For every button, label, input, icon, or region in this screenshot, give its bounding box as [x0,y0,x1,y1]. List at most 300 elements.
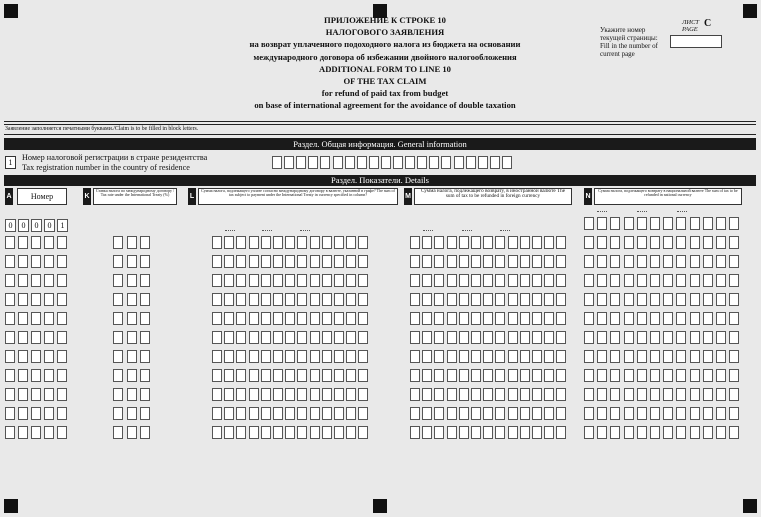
row-number-cell[interactable] [31,388,41,401]
column-m-cell[interactable] [410,293,420,306]
tax-registration-cell[interactable] [284,156,294,169]
column-n-cell[interactable] [729,255,739,268]
column-n-cell[interactable] [663,255,673,268]
column-l-cell[interactable] [261,388,271,401]
column-l-cell[interactable] [322,350,332,363]
column-l-cell[interactable] [249,255,259,268]
column-n-cell[interactable] [690,426,700,439]
column-m-cell[interactable] [495,236,505,249]
column-n-cell[interactable] [676,293,686,306]
column-n-cell[interactable] [716,407,726,420]
tax-registration-cell[interactable] [417,156,427,169]
column-k-cell[interactable] [127,388,137,401]
column-m-cell[interactable] [422,388,432,401]
column-k-cell[interactable] [113,426,123,439]
column-l-cell[interactable] [249,312,259,325]
column-m-cell[interactable] [483,293,493,306]
column-l-cell[interactable] [285,407,295,420]
column-m-cell[interactable] [495,426,505,439]
column-l-cell[interactable] [310,407,320,420]
row-number-cell[interactable] [31,255,41,268]
tax-registration-cell[interactable] [308,156,318,169]
column-n-cell[interactable] [676,426,686,439]
column-n-cell[interactable] [663,331,673,344]
column-n-cell[interactable] [637,217,647,230]
column-l-cell[interactable] [261,293,271,306]
column-m-cell[interactable] [447,331,457,344]
column-l-cell[interactable] [310,255,320,268]
column-n-cell[interactable] [610,407,620,420]
column-n-cell[interactable] [716,312,726,325]
column-k-cell[interactable] [127,236,137,249]
column-l-cell[interactable] [261,369,271,382]
column-n-cell[interactable] [584,350,594,363]
column-n-cell[interactable] [584,217,594,230]
column-n-cell[interactable] [650,293,660,306]
column-n-cell[interactable] [624,236,634,249]
column-n-cell[interactable] [584,236,594,249]
column-m-cell[interactable] [434,407,444,420]
column-l-cell[interactable] [358,407,368,420]
column-l-cell[interactable] [334,369,344,382]
column-n-cell[interactable] [624,312,634,325]
row-number-cell[interactable] [31,426,41,439]
column-m-cell[interactable] [520,255,530,268]
column-m-cell[interactable] [410,369,420,382]
column-m-cell[interactable] [483,369,493,382]
row-number-cell[interactable] [44,274,54,287]
column-m-cell[interactable] [471,331,481,344]
column-m-cell[interactable] [508,407,518,420]
column-l-cell[interactable] [224,255,234,268]
column-k-cell[interactable] [140,274,150,287]
column-l-cell[interactable] [346,236,356,249]
column-l-cell[interactable] [273,312,283,325]
column-n-cell[interactable] [597,426,607,439]
column-n-cell[interactable] [676,312,686,325]
column-k-cell[interactable] [113,274,123,287]
row-number-cell[interactable] [57,236,67,249]
column-l-cell[interactable] [297,426,307,439]
column-m-cell[interactable] [532,350,542,363]
column-m-cell[interactable] [434,255,444,268]
column-m-cell[interactable] [495,407,505,420]
column-l-cell[interactable] [322,274,332,287]
column-l-cell[interactable] [322,388,332,401]
column-l-cell[interactable] [261,312,271,325]
column-n-cell[interactable] [650,236,660,249]
column-l-cell[interactable] [224,407,234,420]
column-m-cell[interactable] [544,312,554,325]
row-number-cell[interactable] [18,350,28,363]
row-number-cell[interactable] [44,350,54,363]
tax-registration-cell[interactable] [441,156,451,169]
column-m-cell[interactable] [471,426,481,439]
column-n-cell[interactable] [663,388,673,401]
column-l-cell[interactable] [224,312,234,325]
column-m-cell[interactable] [520,388,530,401]
column-n-cell[interactable] [610,426,620,439]
column-n-cell[interactable] [597,350,607,363]
column-m-cell[interactable] [532,274,542,287]
column-m-cell[interactable] [495,331,505,344]
column-n-cell[interactable] [663,369,673,382]
column-m-cell[interactable] [520,274,530,287]
column-l-cell[interactable] [310,369,320,382]
column-n-cell[interactable] [610,293,620,306]
column-l-cell[interactable] [334,350,344,363]
row-number-cell[interactable] [57,293,67,306]
column-m-cell[interactable] [532,312,542,325]
column-l-cell[interactable] [249,274,259,287]
column-m-cell[interactable] [556,350,566,363]
column-m-cell[interactable] [532,255,542,268]
column-n-cell[interactable] [610,274,620,287]
column-l-cell[interactable] [297,388,307,401]
column-l-cell[interactable] [346,350,356,363]
column-l-cell[interactable] [334,255,344,268]
column-k-cell[interactable] [113,388,123,401]
column-n-cell[interactable] [729,426,739,439]
column-l-cell[interactable] [249,407,259,420]
column-l-cell[interactable] [285,369,295,382]
column-m-cell[interactable] [520,312,530,325]
column-l-cell[interactable] [310,331,320,344]
column-l-cell[interactable] [358,369,368,382]
column-l-cell[interactable] [358,293,368,306]
column-k-cell[interactable] [127,331,137,344]
column-m-cell[interactable] [556,312,566,325]
column-n-cell[interactable] [597,388,607,401]
column-l-cell[interactable] [261,350,271,363]
column-l-cell[interactable] [322,236,332,249]
column-l-cell[interactable] [249,350,259,363]
column-n-cell[interactable] [716,255,726,268]
column-m-cell[interactable] [532,388,542,401]
column-l-cell[interactable] [224,331,234,344]
column-n-cell[interactable] [650,369,660,382]
column-l-cell[interactable] [285,388,295,401]
column-k-cell[interactable] [113,331,123,344]
column-m-cell[interactable] [447,255,457,268]
column-m-cell[interactable] [410,388,420,401]
column-m-cell[interactable] [483,312,493,325]
column-n-cell[interactable] [637,350,647,363]
column-k-cell[interactable] [127,312,137,325]
column-m-cell[interactable] [471,293,481,306]
column-l-cell[interactable] [212,369,222,382]
column-m-cell[interactable] [556,255,566,268]
column-m-cell[interactable] [508,274,518,287]
column-l-cell[interactable] [249,293,259,306]
column-m-cell[interactable] [508,331,518,344]
column-l-cell[interactable] [358,236,368,249]
tax-registration-cell[interactable] [296,156,306,169]
column-l-cell[interactable] [236,426,246,439]
column-n-cell[interactable] [703,217,713,230]
column-m-cell[interactable] [556,274,566,287]
column-n-cell[interactable] [624,274,634,287]
row-number-cell[interactable] [44,388,54,401]
column-n-cell[interactable] [597,293,607,306]
column-n-cell[interactable] [716,293,726,306]
column-l-cell[interactable] [273,293,283,306]
column-m-cell[interactable] [508,350,518,363]
column-l-cell[interactable] [261,426,271,439]
column-n-cell[interactable] [729,407,739,420]
column-m-cell[interactable] [520,331,530,344]
column-m-cell[interactable] [447,388,457,401]
tax-registration-cell[interactable] [454,156,464,169]
column-l-cell[interactable] [346,312,356,325]
tax-registration-cell[interactable] [357,156,367,169]
column-l-cell[interactable] [285,426,295,439]
column-n-cell[interactable] [597,312,607,325]
column-k-cell[interactable] [113,407,123,420]
column-n-cell[interactable] [624,331,634,344]
column-m-cell[interactable] [459,388,469,401]
column-l-cell[interactable] [310,274,320,287]
column-n-cell[interactable] [703,293,713,306]
row-number-cell[interactable] [31,331,41,344]
column-m-cell[interactable] [508,426,518,439]
row-number-cell[interactable] [57,369,67,382]
column-m-cell[interactable] [520,369,530,382]
column-m-cell[interactable] [410,236,420,249]
column-l-cell[interactable] [273,426,283,439]
column-n-cell[interactable] [584,274,594,287]
column-n-cell[interactable] [650,217,660,230]
column-n-cell[interactable] [624,350,634,363]
column-k-cell[interactable] [140,350,150,363]
column-n-cell[interactable] [610,388,620,401]
column-m-cell[interactable] [422,274,432,287]
column-n-cell[interactable] [637,426,647,439]
column-n-cell[interactable] [624,369,634,382]
column-k-cell[interactable] [113,255,123,268]
column-l-cell[interactable] [285,312,295,325]
column-l-cell[interactable] [236,236,246,249]
column-m-cell[interactable] [495,388,505,401]
column-l-cell[interactable] [273,255,283,268]
column-m-cell[interactable] [556,369,566,382]
row-number-cell[interactable] [57,331,67,344]
column-l-cell[interactable] [297,407,307,420]
column-l-cell[interactable] [358,274,368,287]
column-l-cell[interactable] [297,331,307,344]
column-n-cell[interactable] [690,312,700,325]
column-l-cell[interactable] [224,293,234,306]
column-m-cell[interactable] [544,350,554,363]
column-n-cell[interactable] [610,236,620,249]
column-m-cell[interactable] [434,331,444,344]
column-m-cell[interactable] [459,312,469,325]
row-number-cell[interactable] [18,407,28,420]
column-n-cell[interactable] [650,350,660,363]
column-m-cell[interactable] [459,274,469,287]
column-m-cell[interactable] [471,350,481,363]
column-n-cell[interactable] [716,274,726,287]
column-k-cell[interactable] [127,407,137,420]
tax-registration-cell[interactable] [502,156,512,169]
row-number-cell[interactable] [44,312,54,325]
column-n-cell[interactable] [716,369,726,382]
column-l-cell[interactable] [212,312,222,325]
row-number-cell[interactable] [5,293,15,306]
column-n-cell[interactable] [610,312,620,325]
row-number-cell[interactable] [5,407,15,420]
column-l-cell[interactable] [261,407,271,420]
column-n-cell[interactable] [624,407,634,420]
column-n-cell[interactable] [676,236,686,249]
column-n-cell[interactable] [597,217,607,230]
column-m-cell[interactable] [520,350,530,363]
column-n-cell[interactable] [690,293,700,306]
column-m-cell[interactable] [495,274,505,287]
tax-registration-cell[interactable] [333,156,343,169]
column-m-cell[interactable] [556,293,566,306]
column-n-cell[interactable] [637,388,647,401]
column-n-cell[interactable] [650,312,660,325]
column-m-cell[interactable] [508,255,518,268]
column-l-cell[interactable] [224,274,234,287]
column-m-cell[interactable] [422,369,432,382]
column-l-cell[interactable] [346,426,356,439]
column-n-cell[interactable] [703,274,713,287]
row-number-cell[interactable] [18,312,28,325]
row-number-cell[interactable]: 0 [31,219,42,232]
row-number-cell[interactable] [18,236,28,249]
column-n-cell[interactable] [584,331,594,344]
column-l-cell[interactable] [224,350,234,363]
column-l-cell[interactable] [212,331,222,344]
column-n-cell[interactable] [716,217,726,230]
column-l-cell[interactable] [273,369,283,382]
column-n-cell[interactable] [716,388,726,401]
column-m-cell[interactable] [483,388,493,401]
column-m-cell[interactable] [471,312,481,325]
column-m-cell[interactable] [459,426,469,439]
column-n-cell[interactable] [716,350,726,363]
column-l-cell[interactable] [334,426,344,439]
column-n-cell[interactable] [663,236,673,249]
column-l-cell[interactable] [310,293,320,306]
column-m-cell[interactable] [520,407,530,420]
column-m-cell[interactable] [434,236,444,249]
column-m-cell[interactable] [544,274,554,287]
column-m-cell[interactable] [447,274,457,287]
column-n-cell[interactable] [729,369,739,382]
column-n-cell[interactable] [663,274,673,287]
column-m-cell[interactable] [410,331,420,344]
column-m-cell[interactable] [422,407,432,420]
row-number-cell[interactable]: 0 [18,219,29,232]
column-m-cell[interactable] [544,293,554,306]
column-m-cell[interactable] [459,407,469,420]
column-n-cell[interactable] [729,274,739,287]
column-m-cell[interactable] [447,350,457,363]
row-number-cell[interactable] [5,274,15,287]
column-m-cell[interactable] [459,255,469,268]
column-n-cell[interactable] [597,236,607,249]
column-l-cell[interactable] [346,274,356,287]
column-m-cell[interactable] [422,312,432,325]
row-number-cell[interactable] [57,312,67,325]
row-number-cell[interactable] [57,274,67,287]
column-m-cell[interactable] [434,274,444,287]
tax-registration-cell[interactable] [405,156,415,169]
column-n-cell[interactable] [703,350,713,363]
row-number-cell[interactable] [5,255,15,268]
column-n-cell[interactable] [690,407,700,420]
column-l-cell[interactable] [236,350,246,363]
column-m-cell[interactable] [422,331,432,344]
column-n-cell[interactable] [729,236,739,249]
column-m-cell[interactable] [434,293,444,306]
column-l-cell[interactable] [334,331,344,344]
tax-registration-cell[interactable] [381,156,391,169]
column-n-cell[interactable] [584,426,594,439]
column-m-cell[interactable] [556,388,566,401]
column-m-cell[interactable] [544,331,554,344]
column-l-cell[interactable] [212,350,222,363]
column-n-cell[interactable] [610,369,620,382]
column-l-cell[interactable] [358,426,368,439]
row-number-cell[interactable] [57,426,67,439]
column-n-cell[interactable] [610,217,620,230]
row-number-cell[interactable] [18,369,28,382]
column-n-cell[interactable] [610,331,620,344]
column-l-cell[interactable] [297,293,307,306]
column-n-cell[interactable] [703,255,713,268]
column-m-cell[interactable] [495,255,505,268]
column-l-cell[interactable] [236,293,246,306]
column-n-cell[interactable] [729,350,739,363]
column-l-cell[interactable] [236,407,246,420]
row-number-cell[interactable] [18,255,28,268]
column-m-cell[interactable] [447,369,457,382]
column-l-cell[interactable] [358,255,368,268]
column-n-cell[interactable] [690,331,700,344]
column-m-cell[interactable] [544,369,554,382]
column-l-cell[interactable] [236,369,246,382]
column-n-cell[interactable] [650,426,660,439]
row-number-cell[interactable] [18,388,28,401]
column-k-cell[interactable] [113,312,123,325]
column-l-cell[interactable] [224,369,234,382]
column-n-cell[interactable] [584,369,594,382]
column-l-cell[interactable] [285,236,295,249]
column-m-cell[interactable] [459,331,469,344]
column-l-cell[interactable] [346,331,356,344]
column-l-cell[interactable] [322,426,332,439]
column-l-cell[interactable] [358,388,368,401]
column-l-cell[interactable] [322,293,332,306]
tax-registration-cell[interactable] [466,156,476,169]
column-n-cell[interactable] [637,369,647,382]
row-number-cell[interactable] [44,236,54,249]
column-l-cell[interactable] [358,350,368,363]
column-n-cell[interactable] [690,255,700,268]
column-m-cell[interactable] [495,293,505,306]
column-n-cell[interactable] [624,426,634,439]
column-m-cell[interactable] [495,312,505,325]
column-n-cell[interactable] [610,350,620,363]
row-number-cell[interactable] [44,426,54,439]
column-l-cell[interactable] [212,293,222,306]
column-l-cell[interactable] [273,331,283,344]
row-number-cell[interactable] [57,388,67,401]
